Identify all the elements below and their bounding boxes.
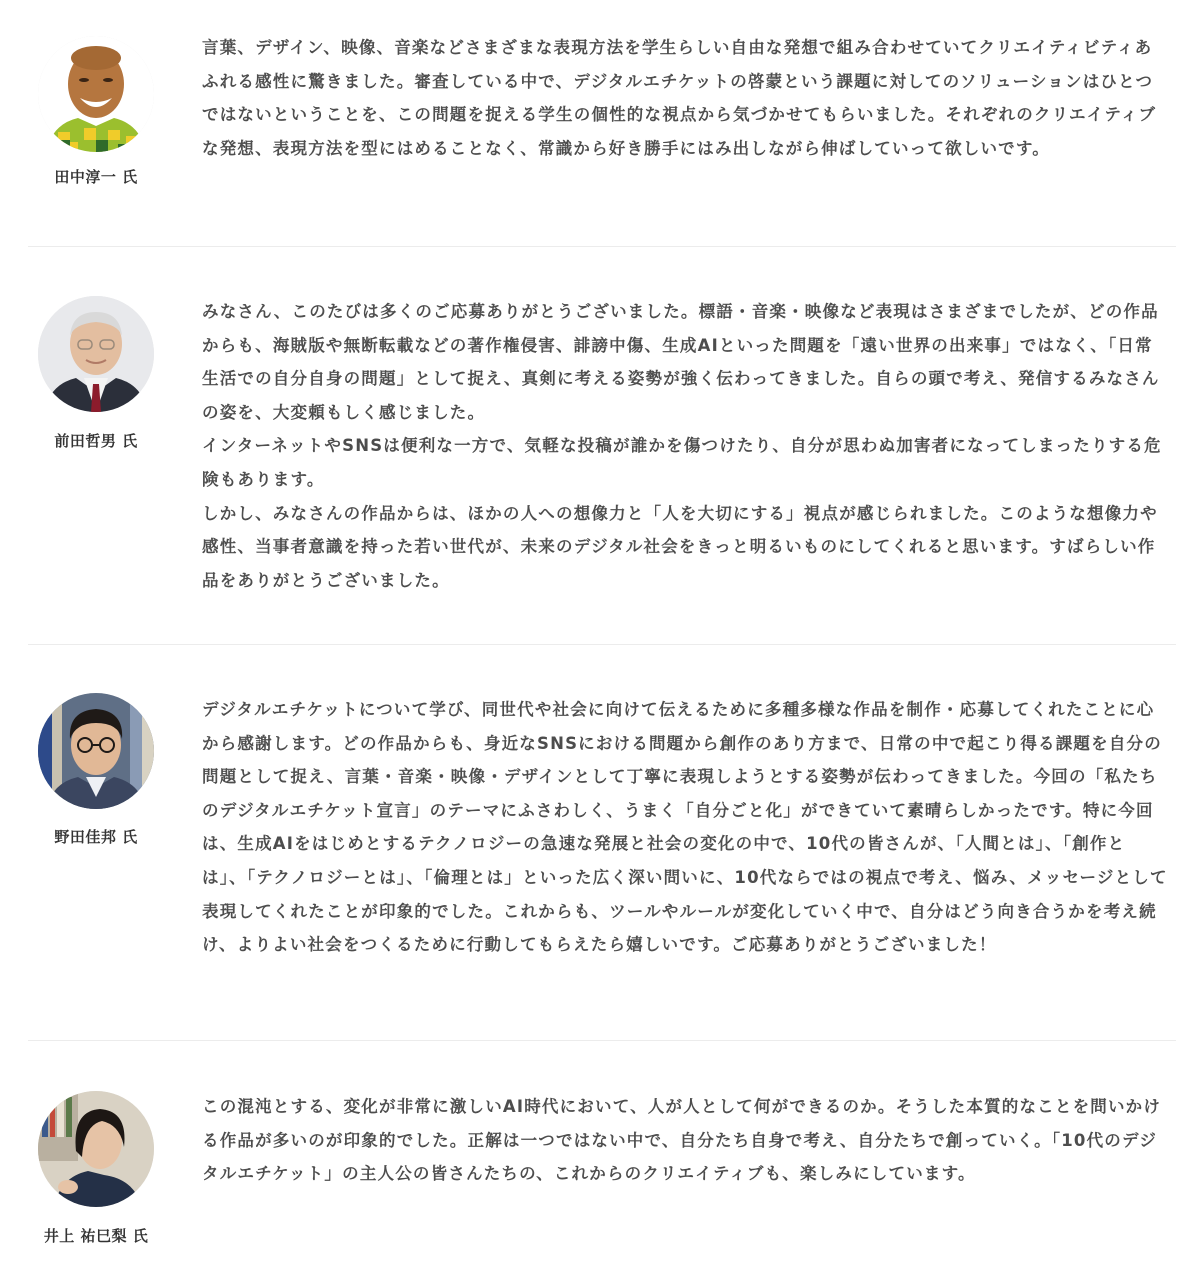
judge-name: 田中淳一 氏	[54, 168, 138, 186]
comment-paragraph: 言葉、デザイン、映像、音楽などさまざまな表現方法を学生らしい自由な発想で組み合わせていてクリエイティビティあふれる感性に驚きました。審査している中で、デジタルエチケットの啓蒙という課題に対してのソリューションはひとつではないということを、この問題を捉える学生の個性的な視点から気づかせてもらいました。それぞれのクリエイティブな発想、表現方法を型にはめることなく、常識から好き勝手にはみ出しながら伸ばしていって欲しいです。	[202, 38, 1157, 158]
judge-comment-text	[202, 693, 1170, 962]
portrait-photo	[38, 1091, 154, 1207]
judge-comment-text	[202, 31, 1170, 165]
comment-paragraph: デジタルエチケットについて学び、同世代や社会に向けて伝えるために多種多様な作品を制作・応募してくれたことに心から感謝します。どの作品からも、身近なSNSにおける問題から創作のあり方まで、日常の中で起こり得る課題を自分の問題として捉え、言葉・音楽・映像・デザインとして丁寧に表現しようとする姿勢が伝わってきました。今回の「私たちのデジタルエチケット宣言」のテーマにふさわしく、うまく「自分ごと化」ができていて素晴らしかったです。特に今回は、生成AIをはじめとするテクノロジーの急速な発展と社会の変化の中で、10代の皆さんが、「人間とは」、「創作とは」、「テクノロジーとは」、「倫理とは」といった広く深い問いに、10代ならではの視点で考え、悩み、メッセージとして表現してくれたことが印象的でした。これからも、ツールやルールが変化していく中で、自分はどう向き合うかを考え続け、よりよい社会をつくるために行動してもらえたら嬉しいです。ご応募ありがとうございました！	[202, 700, 1168, 955]
judge-name: 井上 祐巳梨 氏	[43, 1227, 149, 1245]
judge-comment-text	[202, 1090, 1170, 1191]
judge-name: 野田佳邦 氏	[54, 828, 138, 846]
comment-paragraph: この混沌とする、変化が非常に激しいAI時代において、人が人として何ができるのか。そうした本質的なことを問いかける作品が多いのが印象的でした。正解は一つではない中で、自分たち自身で考え、自分たちで創っていく。「10代のデジタルエチケット」の主人公の皆さんたちの、これからのクリエイティブも、楽しみにしています。	[202, 1097, 1162, 1184]
judge-portrait-avatar	[38, 693, 154, 809]
comment-paragraph: みなさん、このたびは多くのご応募ありがとうございました。標語・音楽・映像など表現はさまざまでしたが、どの作品からも、海賊版や無断転載などの著作権侵害、誹謗中傷、生成AIといった問題を「遠い世界の出来事」ではなく、「日常生活での自分自身の問題」として捉え、真剣に考える姿勢が強く伝わってきました。自らの頭で考え、発信するみなさんの姿を、大変頼もしく感じました。	[202, 302, 1160, 422]
judge-portrait-avatar	[38, 36, 154, 152]
judge-portrait-avatar	[38, 296, 154, 412]
comment-paragraph: しかし、みなさんの作品からは、ほかの人への想像力と「人を大切にする」視点が感じられました。このような想像力や感性、当事者意識を持った若い世代が、未来のデジタル社会をきっと明るいものにしてくれると思います。すばらしい作品をありがとうございました。	[202, 503, 1158, 590]
judge-comment-4	[28, 1040, 1176, 1281]
judge-comment-3	[28, 644, 1176, 1041]
judge-name: 前田哲男 氏	[54, 432, 138, 450]
portrait-photo	[38, 693, 154, 809]
judge-portrait-avatar	[38, 1091, 154, 1207]
judge-comment-text	[202, 295, 1170, 597]
comment-paragraph: インターネットやSNSは便利な一方で、気軽な投稿が誰かを傷つけたり、自分が思わぬ加害者になってしまったりする危険もあります。	[202, 436, 1162, 489]
portrait-photo	[38, 36, 154, 152]
judge-comment-1	[28, 0, 1176, 246]
judge-comment-2	[28, 246, 1176, 645]
portrait-photo	[38, 296, 154, 412]
